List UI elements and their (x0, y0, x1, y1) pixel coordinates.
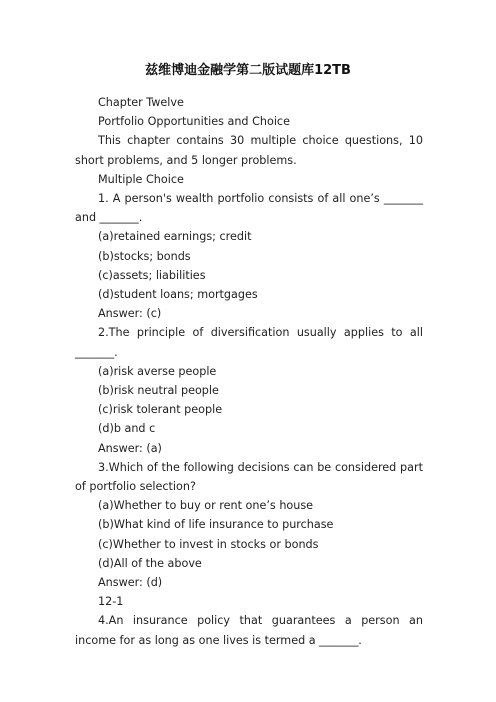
chapter-intro: This chapter contains 30 multiple choice questions, 10 short problems, and 5 longer problems. (75, 134, 423, 167)
question-2-option-a: (a)risk averse people (98, 364, 217, 378)
document-body (75, 93, 423, 650)
question-2-option-c: (c)risk tolerant people (98, 403, 223, 417)
question-2-answer: Answer: (a) (98, 441, 162, 455)
question-1: 1. A person's wealth portfolio consists of all one’s _______ and _______. (75, 192, 423, 225)
question-1-option-c: (c)assets; liabilities (98, 268, 206, 282)
question-3-option-c: (c)Whether to invest in stocks or bonds (98, 537, 319, 551)
question-1-answer: Answer: (c) (98, 307, 162, 321)
question-3-option-d: (d)All of the above (98, 556, 202, 570)
question-3-option-a: (a)Whether to buy or rent one’s house (98, 499, 314, 513)
chapter-number: Chapter Twelve (98, 96, 184, 109)
section-heading: Multiple Choice (98, 172, 184, 186)
question-2-option-b: (b)risk neutral people (98, 384, 219, 398)
document-title: 兹维博迪金融学第二版试题库12TB (145, 63, 351, 78)
question-1-option-d: (d)student loans; mortgages (98, 288, 258, 302)
question-1-option-a: (a)retained earnings; credit (98, 230, 252, 244)
chapter-title: Portfolio Opportunities and Choice (98, 115, 290, 129)
question-2-option-d: (d)b and c (98, 422, 156, 436)
question-3-answer: Answer: (d) (98, 576, 163, 590)
question-2: 2.The principle of diversification usually applies to all _______. (75, 326, 423, 359)
question-3: 3.Which of the following decisions can be considered part of portfolio selection? (75, 460, 423, 494)
question-4: 4.An insurance policy that guarantees a person an income for as long as one lives is termed a _______. (75, 614, 423, 647)
question-1-option-b: (b)stocks; bonds (98, 249, 191, 263)
page-marker: 12-1 (98, 595, 124, 609)
question-3-option-b: (b)What kind of life insurance to purchase (98, 518, 334, 532)
